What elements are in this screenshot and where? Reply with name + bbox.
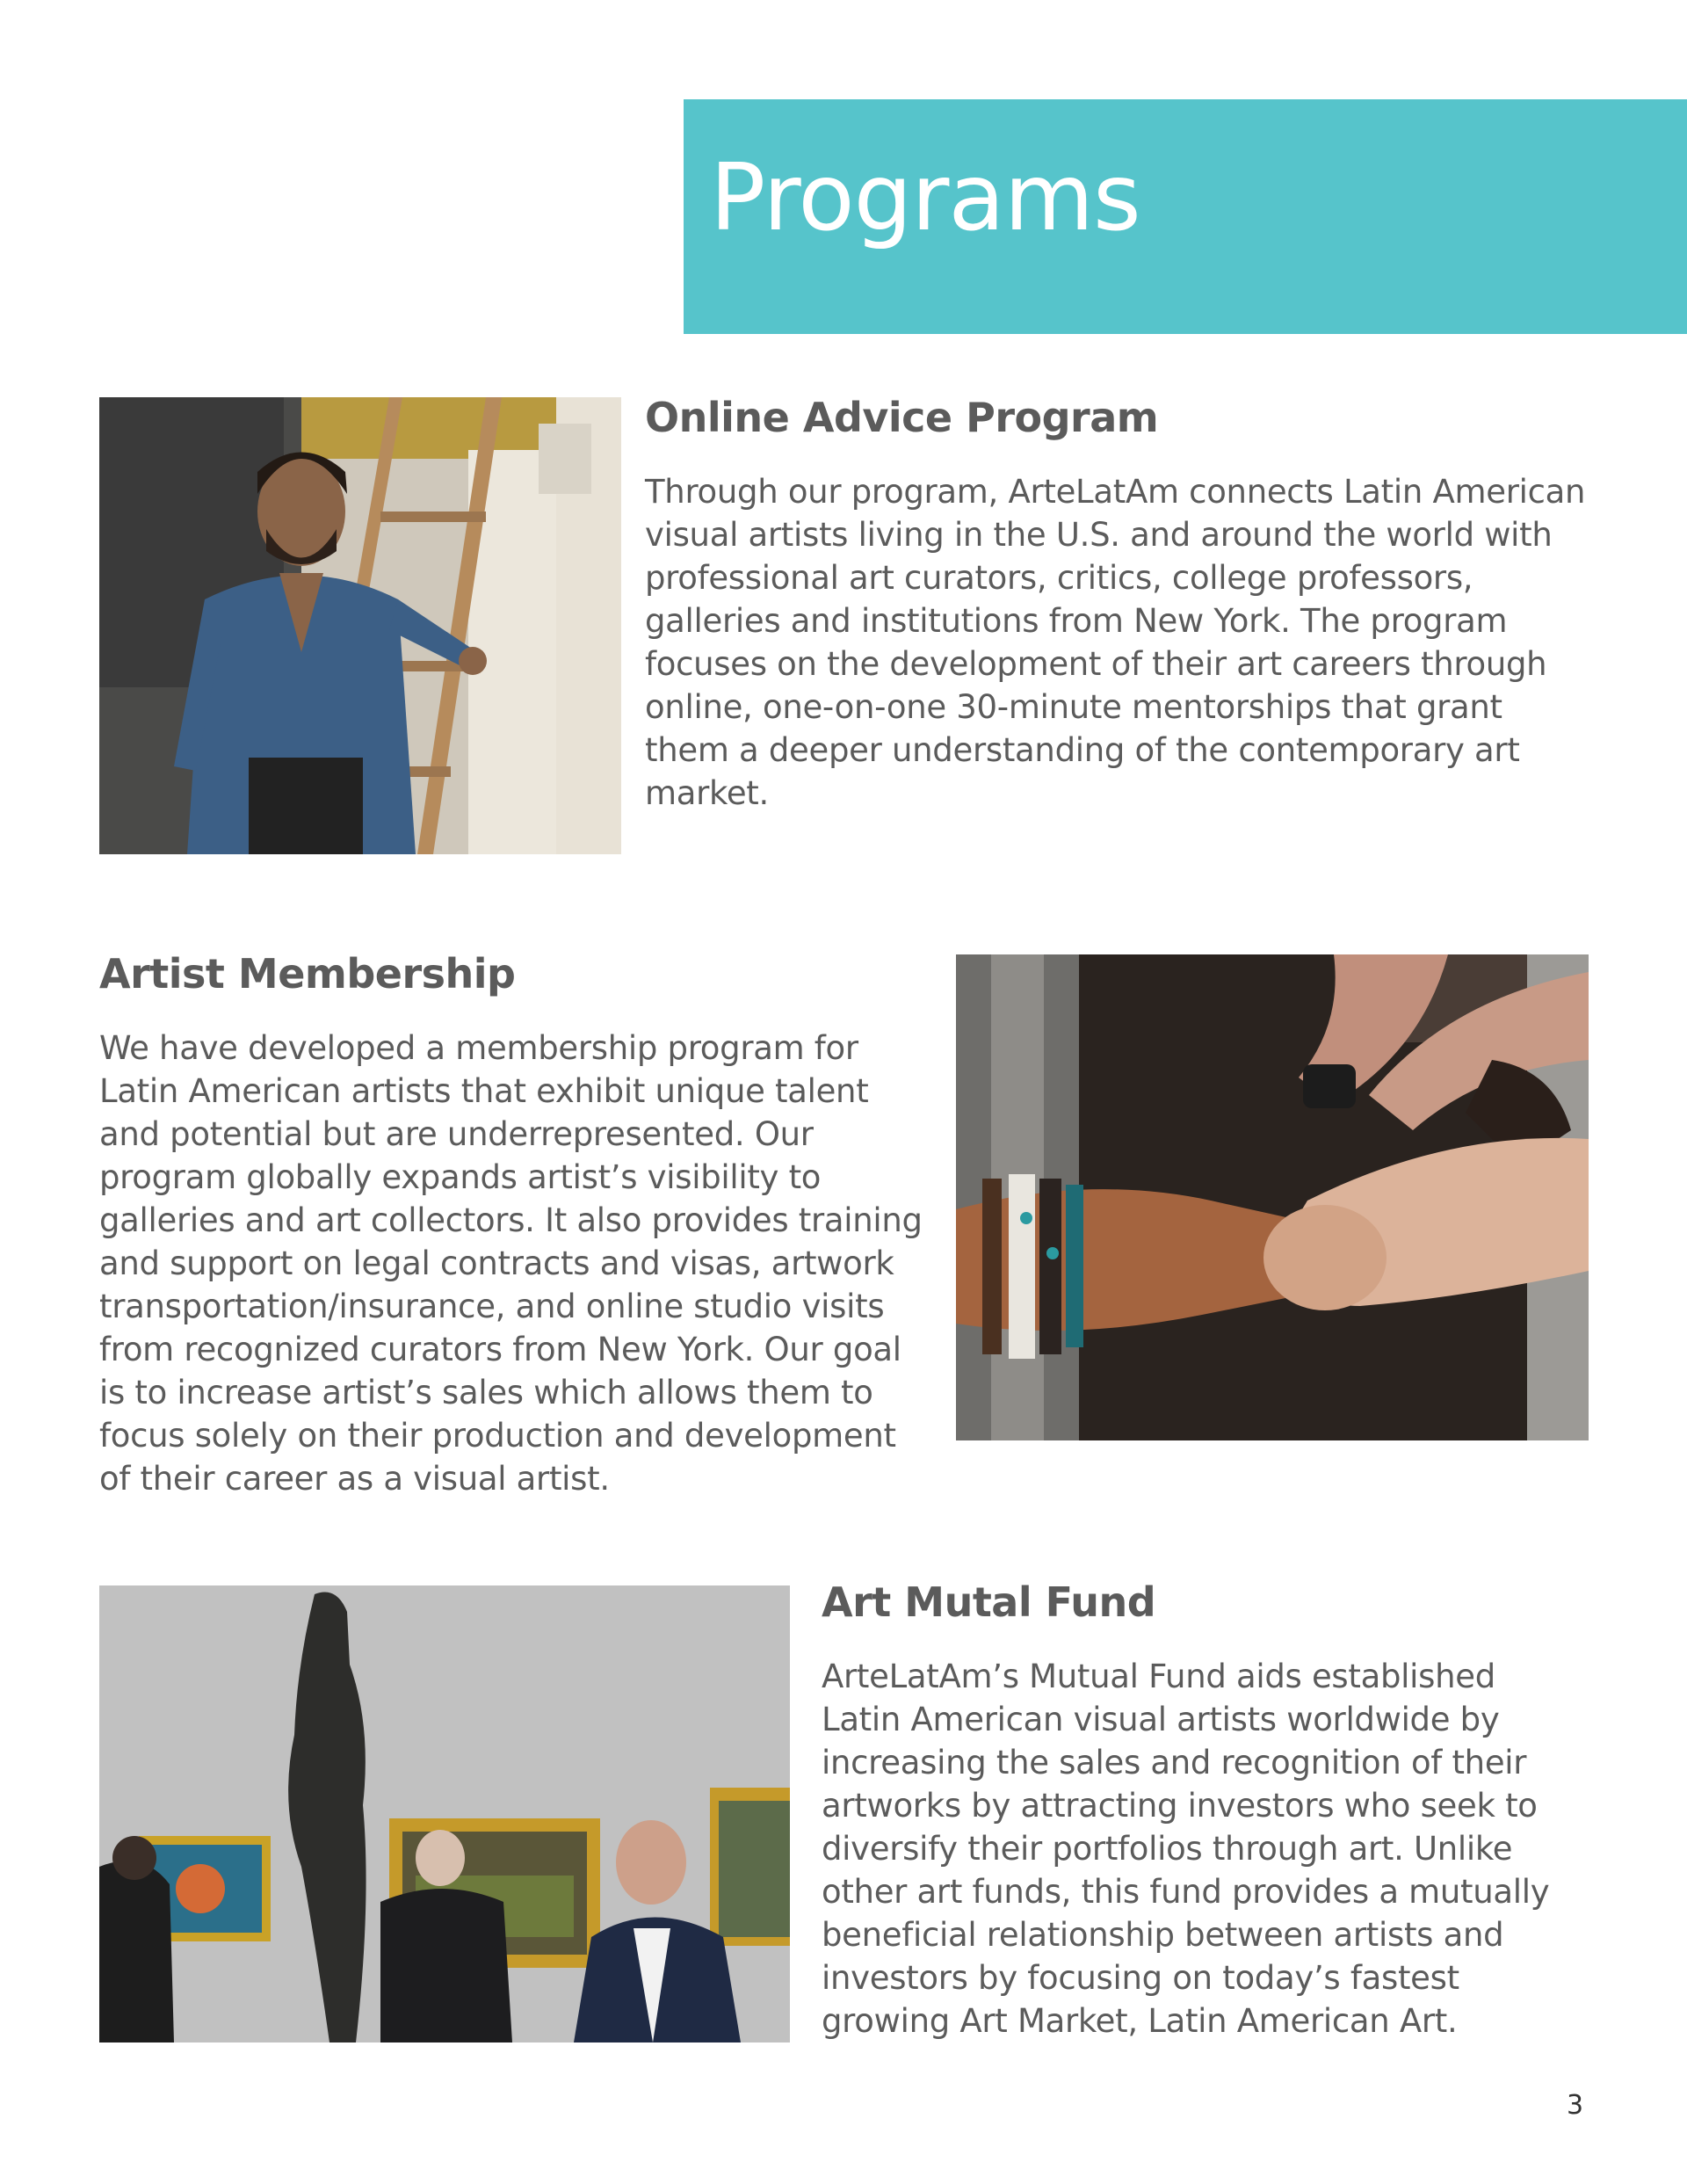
section-heading-online-advice: Online Advice Program — [645, 394, 1159, 441]
section-body-art-mutual-fund: ArteLatAm’s Mutual Fund aids established Latin American visual artists worldwide by increasing the sales and recognition of their artworks by attracting investors who seek to diversify their portfolios through art. Unlike other art funds, this fund provides a mutually beneficial relationship between artists and investors by focusing on today’s fastest growing Art Market, Latin American Art. — [822, 1658, 1550, 2040]
photo-museum-gallery — [99, 1585, 790, 2043]
photo-fist-bump — [956, 954, 1589, 1440]
page-number: 3 — [1567, 2090, 1584, 2121]
title-banner — [684, 99, 1687, 334]
page-title: Programs — [710, 144, 1140, 251]
photo-artist-in-studio — [99, 397, 621, 854]
section-body-artist-membership: We have developed a membership program for Latin American artists that exhibit unique talent and potential but are underrepresented. Our program globally expands artist’s visibility to galleries and art collectors. It also provides training and support on legal contracts and visas, artwork transportation/insurance, and online studio visits from recognized curators from New York. Our goal is to increase artist’s sales which allows them to focus solely on their production and development of their career as a visual artist. — [99, 1029, 923, 1498]
section-body-online-advice: Through our program, ArteLatAm connects Latin American visual artists living in the U.S. and around the world with professional art curators, critics, college professors, galleries and institutions from New York. The program focuses on the development of their art careers through online, one-on-one 30-minute mentorships that grant them a deeper understanding of the contemporary art market. — [645, 473, 1586, 812]
section-heading-art-mutual-fund: Art Mutal Fund — [822, 1578, 1156, 1626]
section-heading-artist-membership: Artist Membership — [99, 950, 516, 998]
